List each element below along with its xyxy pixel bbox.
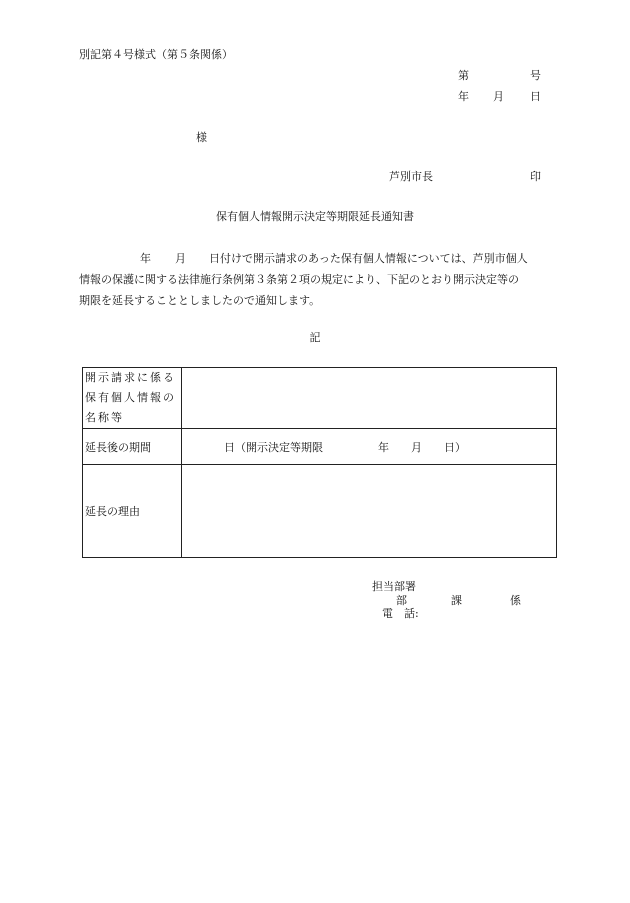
extended-period-label: 延長後の期間 xyxy=(83,429,182,465)
table-row xyxy=(83,465,557,558)
table-row xyxy=(83,368,557,429)
document-number-suffix: 号 xyxy=(530,69,541,82)
document-number-prefix: 第 xyxy=(458,69,469,82)
date-month-label: 月 xyxy=(493,90,504,103)
phone-label: 電 話: xyxy=(382,607,419,620)
body-month-label: 月 xyxy=(175,252,186,265)
extended-period-value-cell[interactable] xyxy=(182,429,557,465)
department-ka-label: 課 xyxy=(451,594,462,607)
seal-mark: 印 xyxy=(530,170,541,183)
detail-table xyxy=(82,367,557,558)
date-year-label: 年 xyxy=(458,90,469,103)
notice-body xyxy=(79,248,559,311)
extended-period-text: 日（開示決定等期限 年 月 日） xyxy=(224,441,466,454)
department-kakari-label: 係 xyxy=(510,594,521,607)
issuer-name: 芦別市長 xyxy=(389,170,433,183)
department-bu-label: 部 xyxy=(396,594,407,607)
body-line-1-rest: 日付けで開示請求のあった保有個人情報については、芦別市個人 xyxy=(209,252,528,265)
form-number-label: 別記第４号様式（第５条関係） xyxy=(79,48,233,61)
extension-reason-value-cell[interactable] xyxy=(182,465,557,558)
body-year-label: 年 xyxy=(140,252,151,265)
info-name-value-cell[interactable] xyxy=(182,368,557,429)
body-line-2: 情報の保護に関する法律施行条例第３条第２項の規定により、下記のとおり開示決定等の xyxy=(79,273,519,286)
extension-reason-label: 延長の理由 xyxy=(83,465,182,558)
addressee-honorific: 様 xyxy=(196,131,207,144)
body-line-1 xyxy=(79,248,559,269)
date-day-label: 日 xyxy=(530,90,541,103)
table-row xyxy=(83,429,557,465)
info-name-label-line: 保有個人情報の xyxy=(85,391,176,404)
info-name-label-cell xyxy=(83,368,182,429)
department-heading: 担当部署 xyxy=(372,580,416,593)
ki-heading: 記 xyxy=(309,331,321,344)
info-name-label-line: 名称等 xyxy=(85,411,124,424)
body-line-3: 期限を延長することとしましたので通知します。 xyxy=(79,294,321,307)
info-name-label-line: 開示請求に係る xyxy=(85,371,176,384)
document-title: 保有個人情報開示決定等期限延長通知書 xyxy=(216,210,414,223)
